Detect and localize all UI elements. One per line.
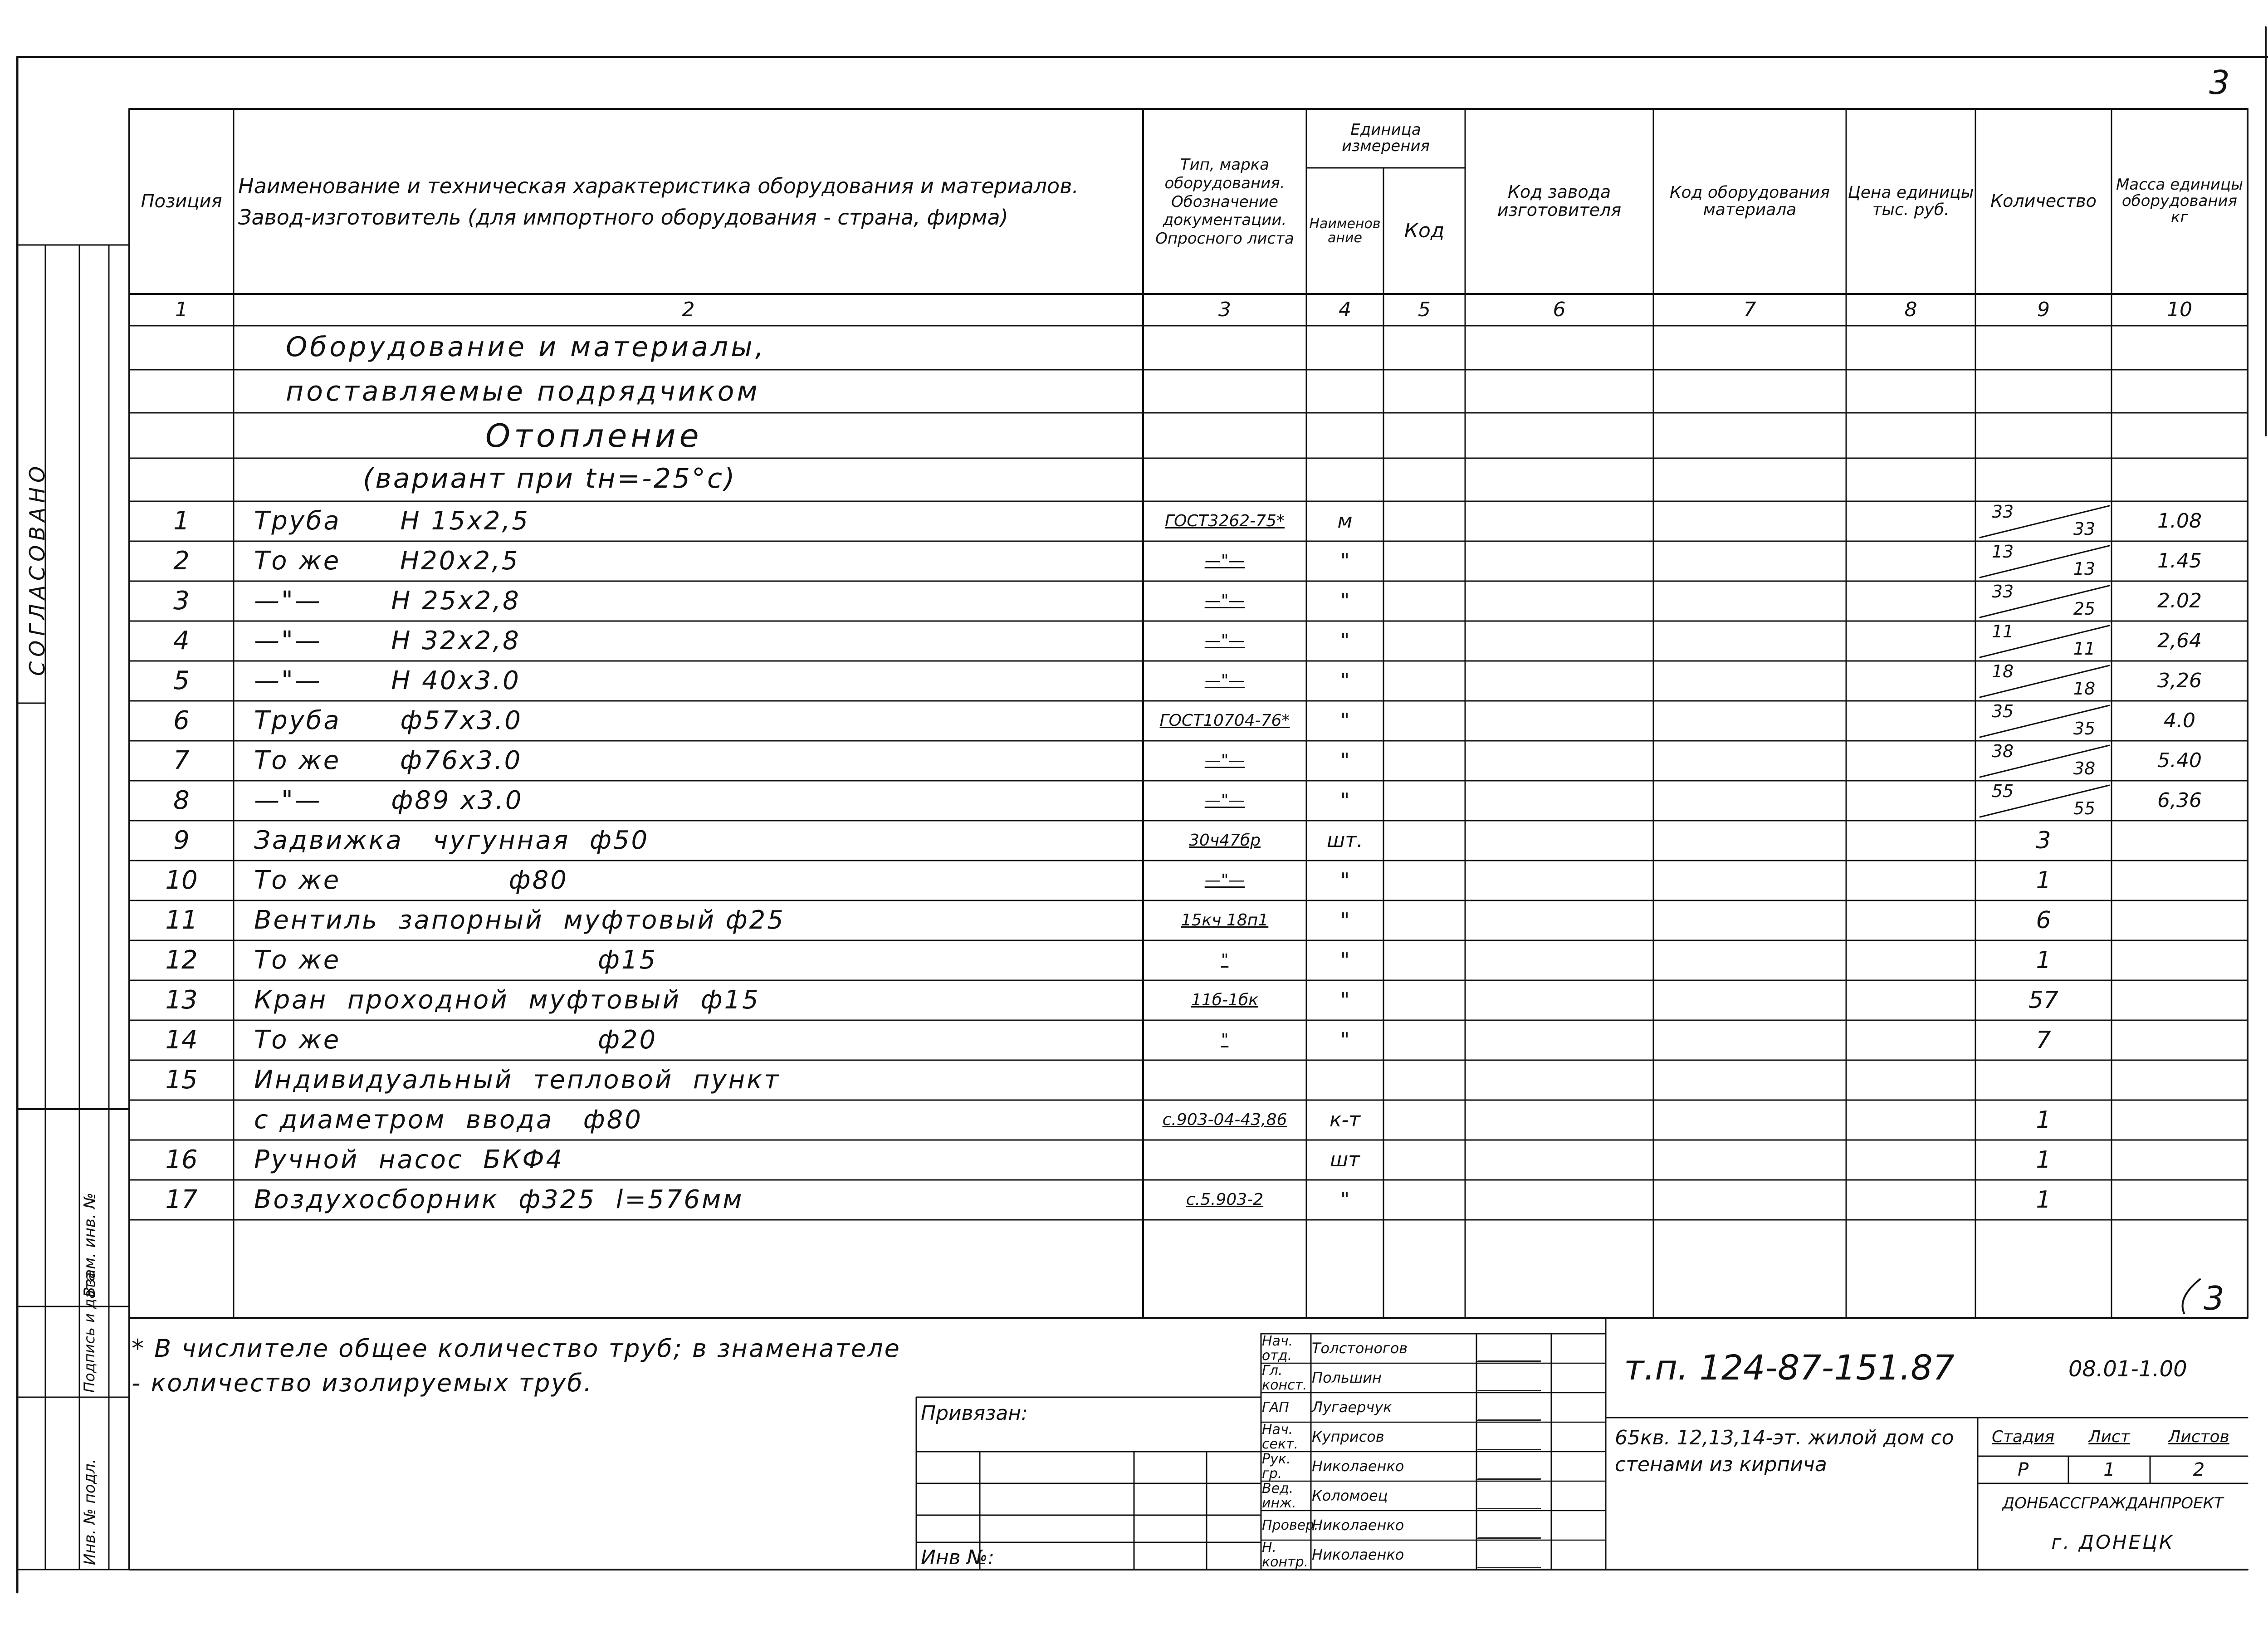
header-mass: Масса единицы оборудования кг — [2116, 176, 2244, 226]
row-unit: " — [1340, 709, 1350, 732]
row-position: 16 — [165, 1145, 198, 1174]
row-qty — [1975, 741, 2112, 781]
row-mass: 1.08 — [2157, 509, 2202, 533]
column-number-6: 6 — [1553, 298, 1566, 321]
row-qty — [1975, 581, 2112, 621]
row-qty — [1975, 701, 2112, 741]
row-qty — [1975, 661, 2112, 701]
row-position: 5 — [173, 665, 190, 695]
org-name: ДОНБАССГРАЖДАНПРОЕКТ — [2002, 1494, 2224, 1513]
signature-scribble — [1477, 1483, 1553, 1509]
row-unit: " — [1340, 868, 1350, 892]
row-mass — [2112, 940, 2248, 980]
row-name: То же ф15 — [254, 945, 658, 975]
signature-scribble — [1477, 1365, 1553, 1391]
row-qty: 1 — [2036, 1106, 2051, 1134]
signature-scribble — [1477, 1453, 1553, 1480]
doc-date: 08.01-1.00 — [2068, 1356, 2187, 1382]
row-unit — [1306, 1060, 1383, 1100]
row-unit: " — [1340, 788, 1350, 812]
row-type — [1143, 1140, 1306, 1180]
row-unit: " — [1340, 948, 1350, 972]
row-qty — [1975, 541, 2112, 581]
row-unit: " — [1340, 988, 1350, 1012]
row-name: Вентиль запорный муфтовый ф25 — [254, 905, 785, 935]
swap-inv-label: Взам. инв. № — [81, 1193, 99, 1297]
signature-scribble — [1477, 1424, 1553, 1450]
row-unit: " — [1340, 549, 1350, 572]
row-type: —"— — [1204, 631, 1245, 651]
row-qty — [1975, 1060, 2112, 1100]
row-name: То же ф80 — [254, 865, 568, 895]
orig-inv-label: Инв. № подл. — [81, 1458, 99, 1565]
signature-scribble — [1477, 1512, 1553, 1539]
column-number-9: 9 — [2037, 298, 2050, 321]
section-note: (вариант при tн=-25°c) — [363, 463, 737, 494]
row-type: —"— — [1204, 592, 1245, 611]
row-position — [129, 1100, 234, 1140]
signature-scribble — [1477, 1394, 1553, 1421]
row-position: 7 — [173, 745, 190, 775]
header-factory-code: Код завода изготовителя — [1497, 182, 1622, 220]
row-mass: 3,26 — [2157, 669, 2202, 692]
stamp-role: Н. контр. — [1262, 1540, 1309, 1570]
row-unit: " — [1340, 908, 1350, 932]
stamp-role: Нач. сект. — [1262, 1422, 1299, 1452]
signature-scribble — [1477, 1336, 1553, 1362]
row-unit: м — [1337, 509, 1353, 533]
row-type — [1143, 1060, 1306, 1100]
row-mass — [2112, 900, 2248, 940]
row-mass — [2112, 1060, 2248, 1100]
row-mass — [2112, 1180, 2248, 1220]
row-unit: " — [1340, 669, 1350, 692]
sheets-value: 2 — [2193, 1459, 2205, 1480]
row-mass — [2112, 980, 2248, 1020]
stamp-role: ГАП — [1262, 1399, 1289, 1415]
row-type: " — [1221, 951, 1229, 970]
stamp-role: Провер. — [1262, 1517, 1319, 1533]
row-unit: " — [1340, 629, 1350, 652]
row-type: " — [1221, 1031, 1229, 1050]
row-mass: 2,64 — [2157, 629, 2202, 652]
row-mass: 1.45 — [2157, 549, 2202, 572]
row-position: 11 — [165, 905, 198, 935]
row-position: 12 — [165, 945, 198, 975]
row-name: Задвижка чугунная ф50 — [254, 825, 650, 855]
stamp-name: Николаенко — [1312, 1516, 1404, 1534]
row-name: Труба ф57х3.0 — [254, 705, 523, 735]
stamp-role: Гл. конст. — [1262, 1363, 1307, 1393]
row-position: 10 — [165, 865, 198, 895]
column-number-10: 10 — [2167, 298, 2192, 321]
header-type: Тип, марка оборудования. Обозначение документации. Опросного листа — [1155, 156, 1294, 248]
header-unit-name: Наименование — [1309, 215, 1381, 246]
column-number-4: 4 — [1339, 298, 1351, 321]
row-name: с диаметром ввода ф80 — [254, 1105, 643, 1135]
header-position: Позиция — [141, 191, 222, 212]
stamp-name: Коломоец — [1312, 1487, 1388, 1504]
column-number-5: 5 — [1418, 298, 1431, 321]
row-qty — [1975, 621, 2112, 661]
row-type: —"— — [1204, 871, 1245, 890]
row-name: Кран проходной муфтовый ф15 — [254, 985, 760, 1015]
row-position: 6 — [173, 705, 190, 735]
row-name: То же ф76х3.0 — [254, 745, 523, 775]
row-type: —"— — [1204, 552, 1245, 571]
row-type: ГОСТ3262-75* — [1165, 512, 1285, 531]
row-qty-bottom: 55 — [2073, 798, 2096, 819]
stamp-name: Николаенко — [1312, 1457, 1404, 1475]
signature-scribble — [1477, 1542, 1553, 1568]
sheet-value: 1 — [2103, 1459, 2115, 1480]
column-number-8: 8 — [1904, 298, 1917, 321]
column-number-7: 7 — [1743, 298, 1756, 321]
stamp-name: Лугаерчук — [1312, 1398, 1392, 1416]
row-type: 15кч 18п1 — [1181, 911, 1269, 930]
stamp-role: Рук. гр. — [1262, 1451, 1291, 1482]
row-qty-top: 33 — [1991, 582, 2014, 602]
stamp-name: Куприсов — [1312, 1428, 1384, 1445]
row-mass — [2112, 1100, 2248, 1140]
sign-date-label: Подпись и дата — [81, 1272, 98, 1393]
stamp-name: Николаенко — [1312, 1546, 1404, 1563]
stamp-role: Вед. инж. — [1262, 1481, 1296, 1511]
page-marker: 3 — [2204, 1279, 2224, 1317]
sheet-label: Лист — [2088, 1428, 2130, 1447]
column-number-1: 1 — [175, 298, 188, 321]
row-mass — [2112, 1140, 2248, 1180]
row-name: То же ф20 — [254, 1025, 658, 1055]
row-mass: 6,36 — [2157, 788, 2202, 812]
row-unit: к-т — [1329, 1108, 1361, 1131]
row-name: —"— ф89 х3.0 — [254, 785, 523, 815]
row-qty-top: 13 — [1991, 542, 2014, 562]
stage-label: Стадия — [1991, 1428, 2055, 1447]
row-qty: 6 — [2036, 906, 2051, 934]
row-qty-top: 35 — [1991, 701, 2014, 722]
org-city: г. ДОНЕЦК — [2051, 1531, 2175, 1553]
header-unit-group: Единица измерения — [1341, 121, 1430, 155]
header-qty: Количество — [1990, 191, 2097, 211]
row-name: —"— Н 40х3.0 — [254, 665, 521, 695]
row-position: 15 — [165, 1065, 198, 1095]
row-qty-top: 11 — [1991, 621, 2014, 642]
row-unit: шт — [1330, 1148, 1360, 1171]
section-title: Отопление — [485, 417, 703, 455]
row-unit: " — [1340, 1188, 1350, 1211]
row-position: 3 — [173, 586, 190, 616]
footnote: * В числителе общее количество труб; в знаменателе - количество изолируемых труб. — [132, 1334, 901, 1397]
row-position: 8 — [173, 785, 190, 815]
row-unit: " — [1340, 589, 1350, 612]
section-line-2: поставляемые подрядчиком — [286, 376, 760, 407]
row-qty-top: 38 — [1991, 741, 2014, 762]
row-type: ГОСТ10704-76* — [1159, 711, 1290, 730]
header-price: Цена единицы тыс. руб. — [1848, 183, 1974, 219]
row-mass — [2112, 1020, 2248, 1060]
sheets-label: Листов — [2168, 1428, 2229, 1447]
row-qty: 1 — [2036, 1186, 2051, 1213]
row-name: —"— Н 25х2,8 — [254, 586, 521, 616]
row-qty: 7 — [2036, 1026, 2051, 1054]
row-qty-bottom: 13 — [2073, 559, 2096, 579]
section-line-1: Оборудование и материалы, — [286, 331, 767, 363]
row-name: Индивидуальный тепловой пункт — [254, 1065, 781, 1095]
row-qty: 57 — [2028, 986, 2059, 1014]
stamp-attached: Привязан: — [921, 1402, 1028, 1425]
header-unit-code: Код — [1404, 219, 1445, 242]
row-unit: " — [1340, 749, 1350, 772]
row-qty: 1 — [2036, 1146, 2051, 1174]
row-position: 2 — [173, 546, 190, 576]
stage-value: Р — [2017, 1459, 2029, 1480]
row-position: 1 — [173, 506, 190, 536]
row-type: с.5.903-2 — [1186, 1190, 1264, 1209]
stamp-name: Польшин — [1312, 1369, 1382, 1386]
row-position: 13 — [165, 985, 198, 1015]
row-position: 17 — [165, 1184, 198, 1214]
sheet-mark: 3 — [2209, 64, 2230, 102]
row-position: 14 — [165, 1025, 198, 1055]
row-name: То же Н20х2,5 — [254, 546, 520, 576]
header-name: Наименование и техническая характеристика оборудования и материалов. Завод-изготовитель (для импортного оборудования - страна, фирма) — [238, 174, 1079, 230]
row-qty — [1975, 501, 2112, 541]
row-mass: 5.40 — [2157, 749, 2202, 772]
row-name: Труба Н 15х2,5 — [254, 506, 530, 536]
row-mass — [2112, 821, 2248, 861]
row-qty-top: 55 — [1991, 781, 2014, 802]
row-mass: 2.02 — [2157, 589, 2202, 612]
row-mass: 4.0 — [2164, 709, 2195, 732]
column-number-3: 3 — [1218, 298, 1231, 321]
row-type: —"— — [1204, 751, 1245, 770]
row-qty — [1975, 781, 2112, 821]
doc-title: 65кв. 12,13,14-эт. жилой дом со стенами из кирпича — [1615, 1426, 1954, 1477]
column-number-2: 2 — [682, 298, 695, 321]
doc-code: т.п. 124-87-151.87 — [1624, 1347, 1955, 1388]
row-type: —"— — [1204, 671, 1245, 690]
row-qty-bottom: 38 — [2073, 758, 2096, 779]
row-qty-top: 33 — [1991, 502, 2014, 522]
row-position: 4 — [173, 626, 190, 656]
row-type: —"— — [1204, 791, 1245, 810]
row-qty-top: 18 — [1991, 661, 2014, 682]
row-type: с.903-04-43,86 — [1162, 1111, 1287, 1130]
row-qty-bottom: 35 — [2073, 719, 2096, 739]
row-name: Воздухосборник ф325 l=576мм — [254, 1184, 744, 1214]
row-unit: " — [1340, 1028, 1350, 1052]
row-name: Ручной насос БКФ4 — [254, 1145, 564, 1174]
row-unit: шт. — [1327, 828, 1363, 852]
row-qty-bottom: 25 — [2073, 599, 2096, 619]
stamp-role: Нач. отд. — [1262, 1333, 1293, 1364]
row-qty: 3 — [2036, 827, 2051, 854]
row-type: 11б-1бк — [1191, 991, 1258, 1010]
stamp-inv-no: Инв №: — [921, 1546, 995, 1569]
header-equip-code: Код оборудования материала — [1669, 183, 1830, 219]
row-position: 9 — [173, 825, 190, 855]
row-qty-bottom: 18 — [2073, 679, 2096, 699]
stamp-name: Толстоногов — [1312, 1339, 1408, 1357]
row-qty: 1 — [2036, 866, 2051, 894]
row-qty-bottom: 33 — [2073, 519, 2096, 539]
row-qty-bottom: 11 — [2073, 639, 2096, 659]
row-name: —"— Н 32х2,8 — [254, 626, 521, 656]
row-mass — [2112, 861, 2248, 900]
row-qty: 1 — [2036, 946, 2051, 974]
agreed-label: СОГЛАСОВАНО — [25, 461, 49, 676]
row-type: 30ч47бр — [1189, 831, 1261, 850]
